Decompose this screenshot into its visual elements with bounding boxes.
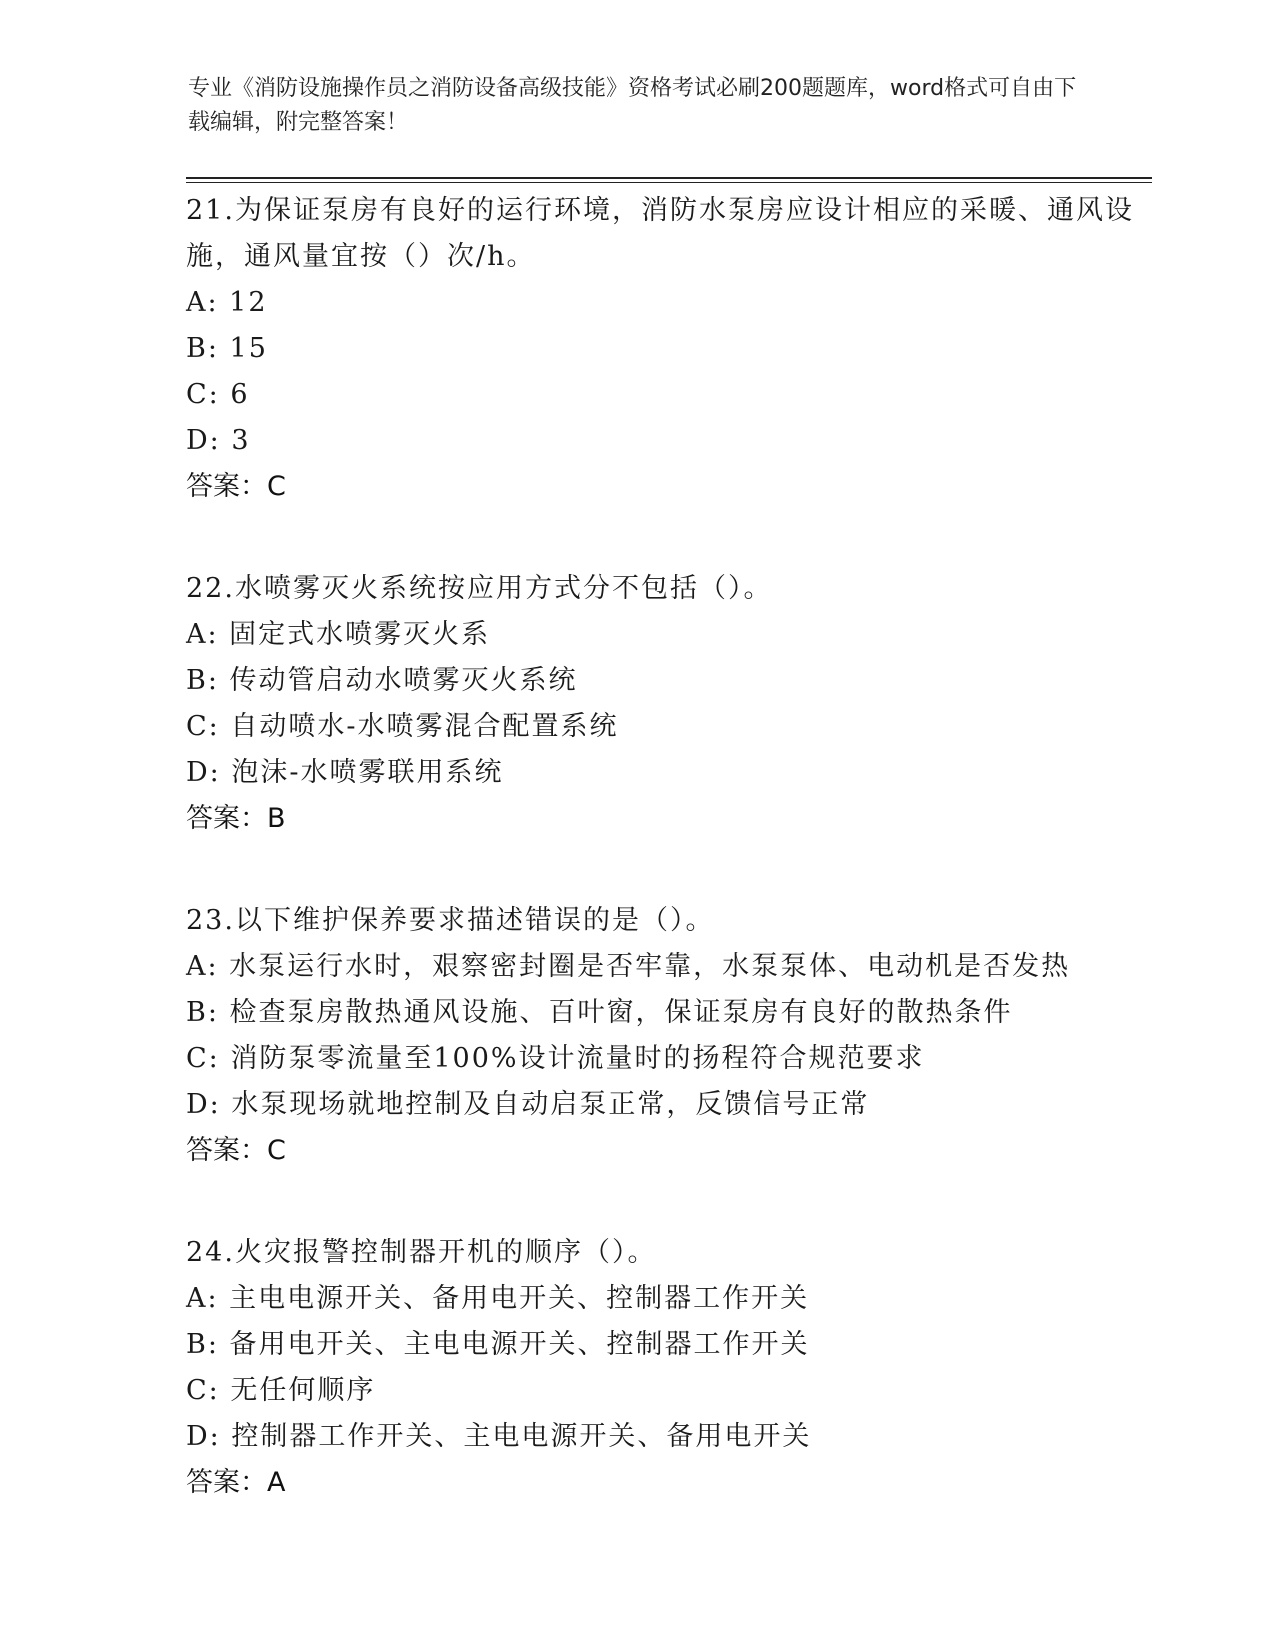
option-d: D: 水泵现场就地控制及自动启泵正常，反馈信号正常 xyxy=(186,1089,870,1120)
answer: 答案：C xyxy=(186,1135,286,1166)
option-d: D: 3 xyxy=(186,425,251,456)
document-header: 专业《消防设施操作员之消防设备高级技能》资格考试必刷200题题库，word格式可自由下载编辑，附完整答案！ xyxy=(188,76,1077,135)
header-divider-thin xyxy=(186,182,1152,183)
option-c: C: 6 xyxy=(186,379,250,410)
answer: 答案：C xyxy=(186,471,286,502)
option-c: C: 自动喷水-水喷雾混合配置系统 xyxy=(186,711,619,742)
option-d: D: 控制器工作开关、主电电源开关、备用电开关 xyxy=(186,1421,812,1452)
option-a: A: 水泵运行水时，艰察密封圈是否牢靠，水泵泵体、电动机是否发热 xyxy=(186,951,1071,982)
question-stem: 24.火灾报警控制器开机的顺序（）。 xyxy=(186,1237,657,1268)
option-b: B: 传动管启动水喷雾灭火系统 xyxy=(186,665,578,696)
question-22 xyxy=(186,566,1146,842)
option-a: A: 固定式水喷雾灭火系 xyxy=(186,619,491,650)
option-b: B: 备用电开关、主电电源开关、控制器工作开关 xyxy=(186,1329,810,1360)
question-stem: 23.以下维护保养要求描述错误的是（）。 xyxy=(186,905,715,936)
option-b: B: 15 xyxy=(186,333,268,364)
answer: 答案：A xyxy=(186,1467,286,1498)
question-stem: 22.水喷雾灭火系统按应用方式分不包括（）。 xyxy=(186,573,773,604)
question-stem: 21.为保证泵房有良好的运行环境，消防水泵房应设计相应的采暖、通风设施，通风量宜按（）次/h。 xyxy=(186,195,1134,272)
question-21 xyxy=(186,188,1146,510)
header-divider-thick xyxy=(186,177,1152,179)
option-c: C: 消防泵零流量至100%设计流量时的扬程符合规范要求 xyxy=(186,1043,925,1074)
option-a: A: 12 xyxy=(186,287,268,318)
option-d: D: 泡沫-水喷雾联用系统 xyxy=(186,757,504,788)
option-b: B: 检查泵房散热通风设施、百叶窗，保证泵房有良好的散热条件 xyxy=(186,997,1013,1028)
option-a: A: 主电电源开关、备用电开关、控制器工作开关 xyxy=(186,1283,810,1314)
question-23 xyxy=(186,898,1146,1174)
question-24 xyxy=(186,1230,1146,1506)
option-c: C: 无任何顺序 xyxy=(186,1375,376,1406)
answer: 答案：B xyxy=(186,803,286,834)
question-list xyxy=(186,188,1146,1562)
